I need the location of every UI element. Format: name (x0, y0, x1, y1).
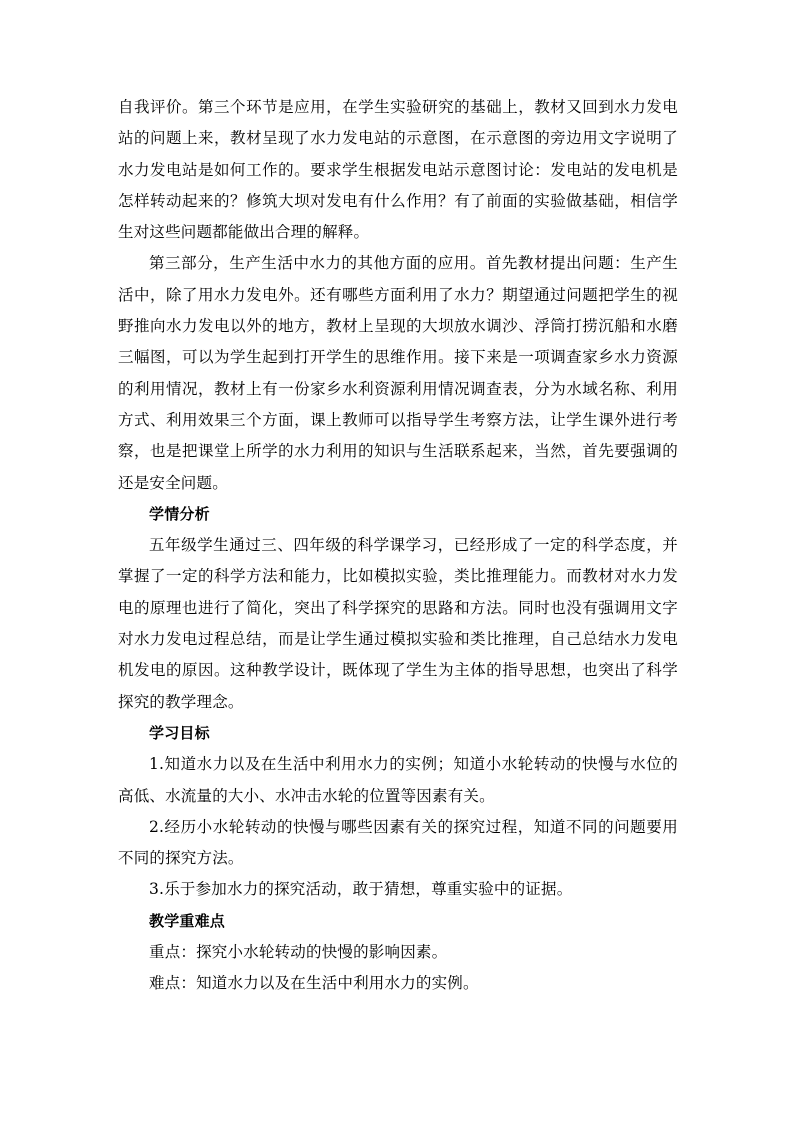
key-point: 重点：探究小水轮转动的快慢的影响因素。 (149, 943, 448, 962)
heading-student-analysis: 学情分析 (149, 504, 210, 523)
paragraph-application-stage: 自我评价。第三个环节是应用，在学生实验研究的基础上，教材又回到水力发电站的问题上来，教材呈现了水力发电站的示意图，在示意图的旁边用文字说明了水力发电站是如何工作的。要求学生根据发电站示意图讨论：发电站的发电机是怎样转动起来的？修筑大坝对发电有什么作用？有了前面的实验做基础，相信学生对这些问题都能做出合理的解释。 (118, 98, 678, 242)
document-body (118, 92, 678, 1000)
heading-key-difficult-points: 教学重难点 (149, 911, 226, 930)
learning-goal-2: 2.经历小水轮转动的快慢与哪些因素有关的探究过程，知道不同的问题要用不同的探究方法。 (118, 817, 678, 868)
paragraph-part-three: 第三部分，生产生活中水力的其他方面的应用。首先教材提出问题：生产生活中，除了用水力发电外。还有哪些方面利用了水力？期望通过问题把学生的视野推向水力发电以外的地方，教材上呈现的大坝放水调沙、浮筒打捞沉船和水磨三幅图，可以为学生起到打开学生的思维作用。接下来是一项调查家乡水力资源的利用情况，教材上有一份家乡水利资源利用情况调查表，分为水域名称、利用方式、利用效果三个方面，课上教师可以指导学生考察方法，让学生课外进行考察，也是把课堂上所学的水力利用的知识与生活联系起来，当然，首先要强调的还是安全问题。 (118, 254, 678, 492)
learning-goal-1: 1.知道水力以及在生活中利用水力的实例；知道小水轮转动的快慢与水位的高低、水流量的大小、水冲击水轮的位置等因素有关。 (118, 755, 678, 805)
paragraph-student-analysis: 五年级学生通过三、四年级的科学课学习，已经形成了一定的科学态度，并掌握了一定的科学方法和能力，比如模拟实验，类比推理能力。而教材对水力发电的原理也进行了简化，突出了科学探究的思路和方法。同时也没有强调用文字对水力发电过程总结，而是让学生通过模拟实验和类比推理，自己总结水力发电机发电的原因。这种教学设计，既体现了学生为主体的指导思想，也突出了科学探究的教学理念。 (118, 536, 678, 711)
heading-learning-goals: 学习目标 (149, 723, 210, 742)
difficult-point: 难点：知道水力以及在生活中利用水力的实例。 (149, 974, 479, 993)
learning-goal-3: 3.乐于参加水力的探究活动，敢于猜想，尊重实验中的证据。 (149, 880, 573, 899)
